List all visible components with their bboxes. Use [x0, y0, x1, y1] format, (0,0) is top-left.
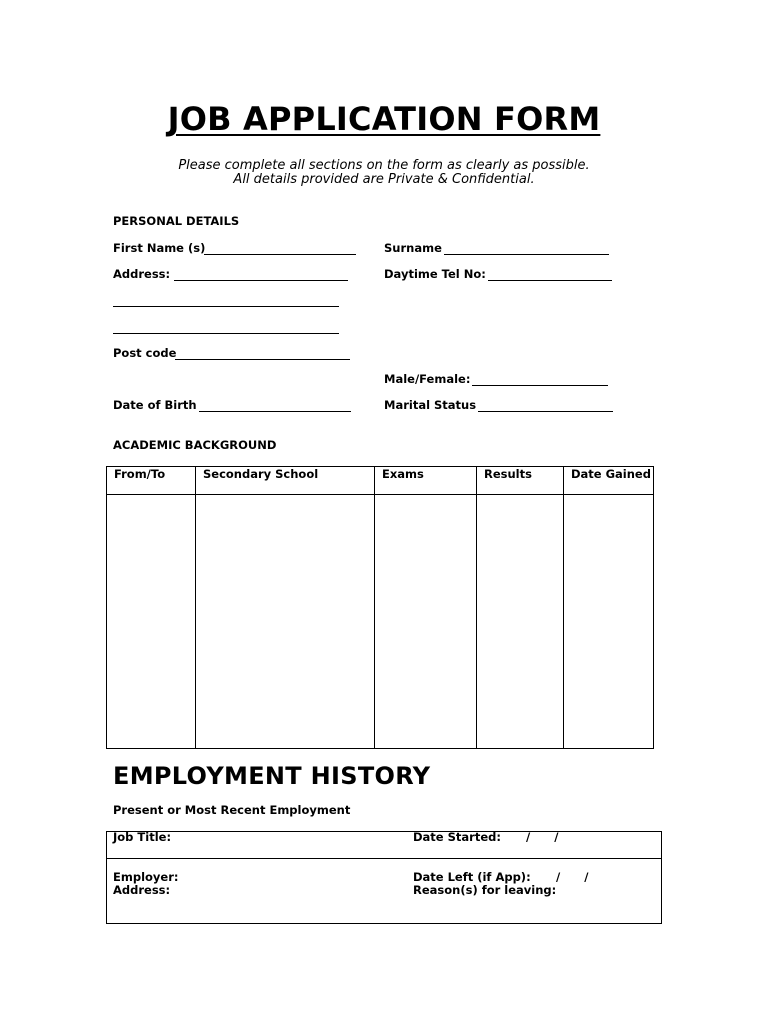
address-field-line-3[interactable] [113, 333, 339, 334]
date-started-label: Date Started: [413, 830, 501, 844]
marital-status-field[interactable] [478, 411, 613, 412]
secondary-school-cell[interactable] [196, 495, 375, 749]
date-started-field[interactable]: / / [526, 830, 559, 844]
first-name-field[interactable] [204, 254, 356, 255]
column-header-date-gained: Date Gained [564, 467, 654, 495]
job-title-label: Job Title: [113, 830, 172, 844]
exams-cell[interactable] [375, 495, 477, 749]
gender-field[interactable] [472, 385, 608, 386]
daytime-tel-label: Daytime Tel No: [384, 267, 486, 281]
first-name-label: First Name (s) [113, 241, 206, 255]
date-of-birth-field[interactable] [199, 411, 351, 412]
column-header-results: Results [477, 467, 564, 495]
marital-status-label: Marital Status [384, 398, 477, 412]
academic-table-header-row [107, 467, 654, 495]
date-gained-cell[interactable] [564, 495, 654, 749]
address-field-line-1[interactable] [174, 280, 348, 281]
intro-line-1: Please complete all sections on the form as clearly as possible. [178, 158, 590, 173]
reasons-for-leaving-label: Reason(s) for leaving: [413, 883, 557, 897]
employment-box-divider [107, 858, 661, 859]
surname-field[interactable] [444, 254, 609, 255]
page-title: JOB APPLICATION FORM [167, 100, 601, 138]
employment-history-heading: EMPLOYMENT HISTORY [113, 762, 431, 790]
postcode-field[interactable] [175, 359, 350, 360]
results-cell[interactable] [477, 495, 564, 749]
date-of-birth-label: Date of Birth [113, 398, 197, 412]
address-field-line-2[interactable] [113, 306, 339, 307]
academic-table [106, 466, 654, 749]
daytime-tel-field[interactable] [488, 280, 612, 281]
date-left-label: Date Left (if App): [413, 870, 531, 884]
gender-label: Male/Female: [384, 372, 471, 386]
column-header-exams: Exams [375, 467, 477, 495]
intro-line-2: All details provided are Private & Confidential. [233, 172, 535, 187]
personal-details-heading: PERSONAL DETAILS [113, 214, 240, 228]
employer-label: Employer: [113, 870, 179, 884]
date-left-field[interactable]: / / [556, 870, 589, 884]
address-label: Address: [113, 267, 171, 281]
column-header-from-to: From/To [107, 467, 196, 495]
from-to-cell[interactable] [107, 495, 196, 749]
column-header-secondary-school: Secondary School [196, 467, 375, 495]
employment-address-label: Address: [113, 883, 171, 897]
academic-background-heading: ACADEMIC BACKGROUND [113, 438, 277, 452]
surname-label: Surname [384, 241, 442, 255]
academic-table-entry-row [107, 495, 654, 749]
postcode-label: Post code [113, 346, 177, 360]
employment-subheading: Present or Most Recent Employment [113, 803, 351, 817]
